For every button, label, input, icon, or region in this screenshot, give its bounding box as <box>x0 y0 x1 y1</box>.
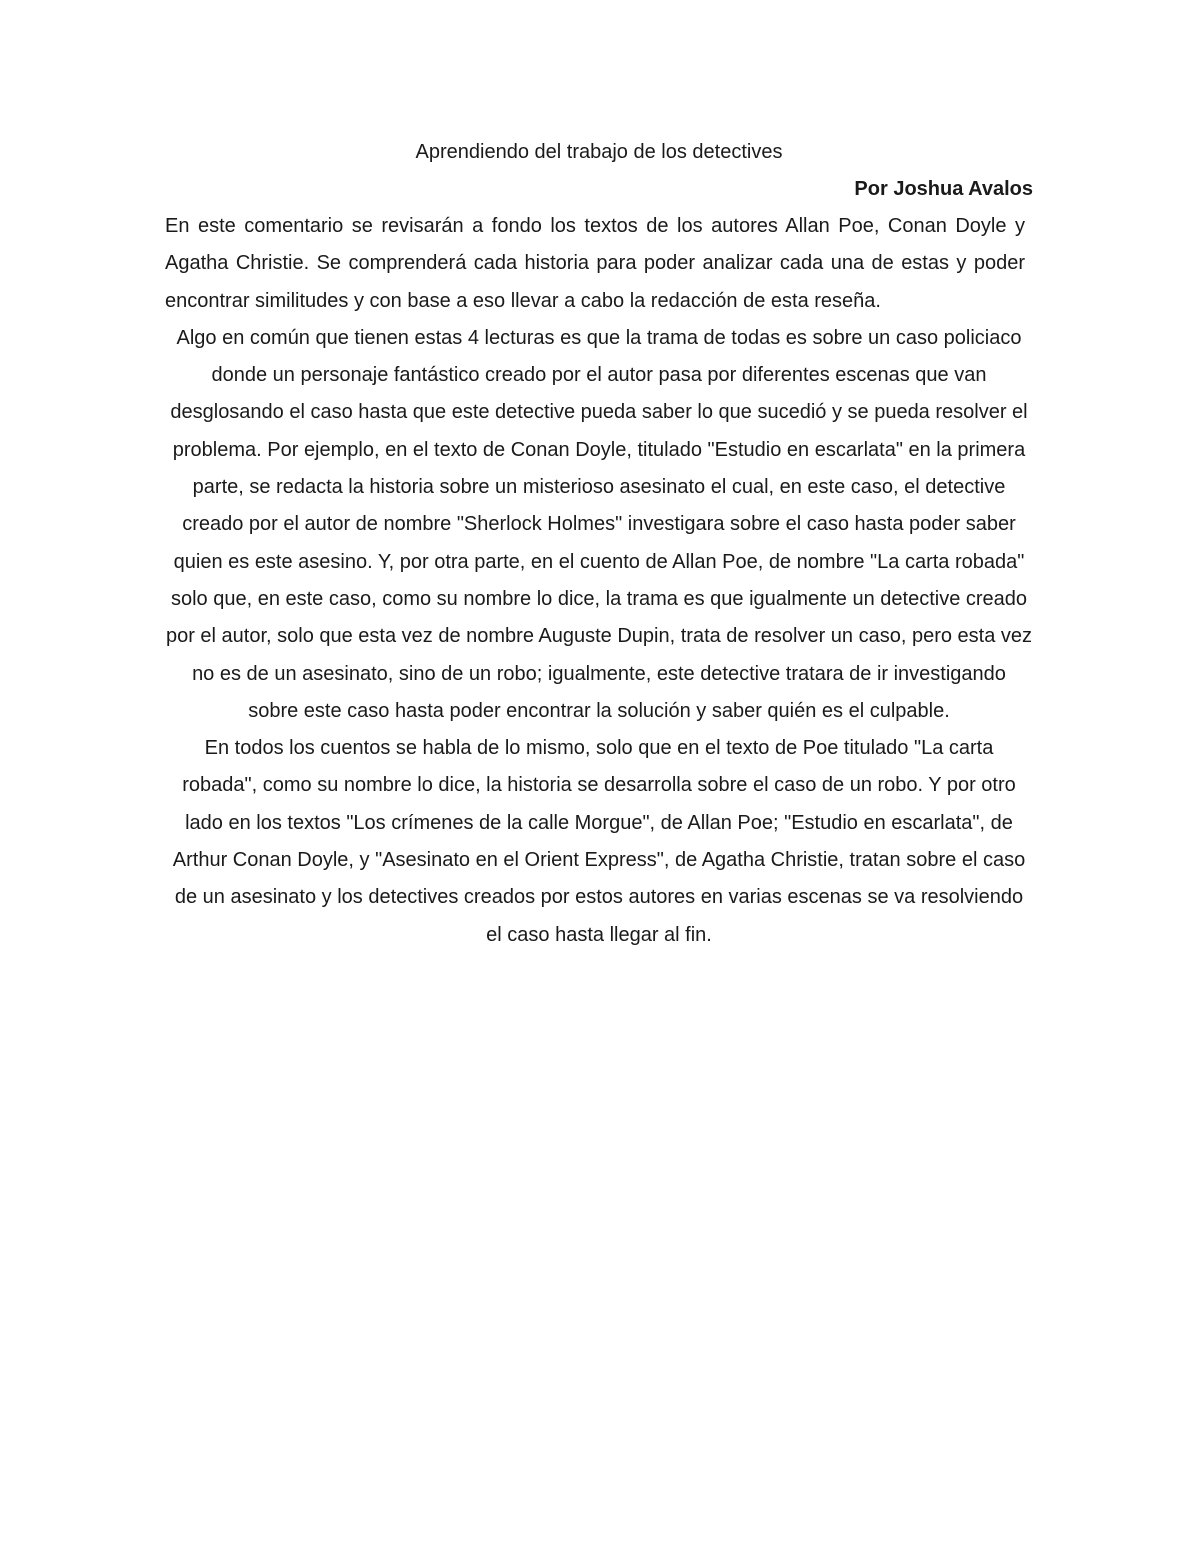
paragraph-conclusion: En todos los cuentos se habla de lo mismo, solo que en el texto de Poe titulado "La carta robada", como su nombre lo dice, la historia se desarrolla sobre el caso de un robo. Y por otro lado en los textos "Los crímenes de la calle Morgue", de Allan Poe; "Estudio en escarlata", de Arthur Conan Doyle, y "Asesinato en el Orient Express", de Agatha Christie, tratan sobre el caso de un asesinato y los detectives creados por estos autores en varias escenas se va resolviendo el caso hasta llegar al fin. <box>172 737 1026 946</box>
paragraph-body: Algo en común que tienen estas 4 lecturas es que la trama de todas es sobre un caso policiaco donde un personaje fantástico creado por el autor pasa por diferentes escenas que van desglosando el caso hasta que este detective pueda saber lo que sucedió y se pueda resolver el problema. Por ejemplo, en el texto de Conan Doyle, titulado "Estudio en escarlata" en la primera parte, se redacta la historia sobre un misterioso asesinato el cual, en este caso, el detective creado por el autor de nombre "Sherlock Holmes" investigara sobre el caso hasta poder saber quien es este asesino. Y, por otra parte, en el cuento de Allan Poe, de nombre "La carta robada" solo que, en este caso, como su nombre lo dice, la trama es que igualmente un detective creado por el autor, solo que esta vez de nombre Auguste Dupin, trata de resolver un caso, pero esta vez no es de un asesinato, sino de un robo; igualmente, este detective tratara de ir investigando sobre este caso hasta poder encontrar la solución y saber quién es el culpable. <box>165 326 1033 722</box>
document-author: Por Joshua Avalos <box>854 178 1033 200</box>
document-body <box>165 134 1033 954</box>
document-title: Aprendiendo del trabajo de los detectives <box>415 141 783 163</box>
paragraph-intro: En este comentario se revisarán a fondo los textos de los autores Allan Poe, Conan Doyle y Agatha Christie. Se comprenderá cada historia para poder analizar cada una de estas y poder encontrar similitudes y con base a eso llevar a cabo la redacción de esta reseña. <box>165 215 1025 312</box>
